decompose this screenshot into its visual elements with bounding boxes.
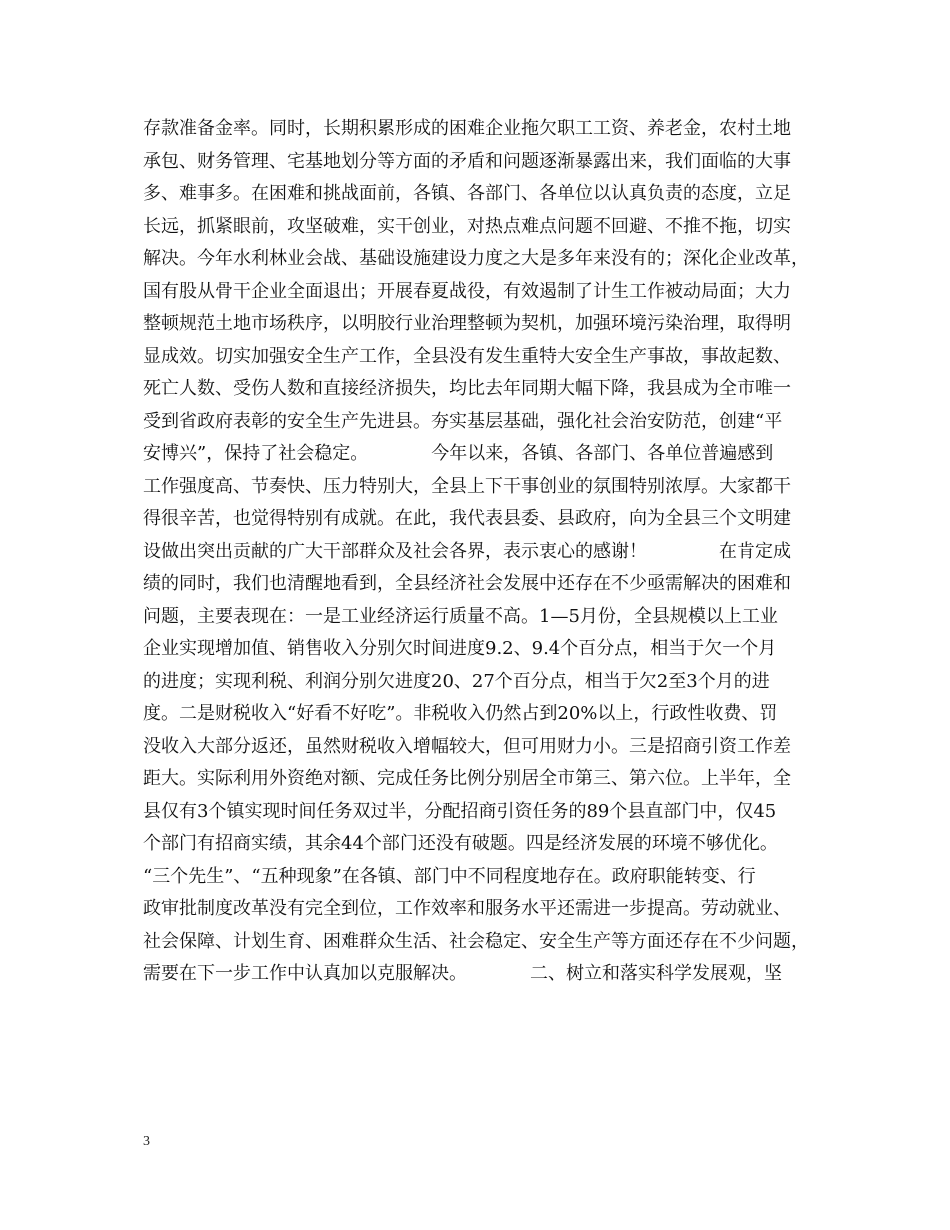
text-line: 解决。今年水利林业会战、基础设施建设力度之大是多年来没有的；深化企业改革， [143, 248, 809, 269]
text-line: 问题，主要表现在：一是工业经济运行质量不高。1—5月份，全县规模以上工业 [143, 605, 778, 627]
text-line: 工作强度高、节奏快、压力特别大，全县上下干事创业的氛围特别浓厚。大家都干 [143, 475, 791, 497]
text-line: 死亡人数、受伤人数和直接经济损失，均比去年同期大幅下降，我县成为全市唯一 [143, 378, 791, 399]
text-line: 的进度；实现利税、利润分别欠进度20、27个百分点，相当于欠2至3个月的进 [143, 670, 770, 692]
text-line: 没收入大部分返还，虽然财税收入增幅较大，但可用财力小。三是招商引资工作差 [143, 735, 791, 757]
text-line: “三个先生”、“五种现象”在各镇、部门中不同程度地存在。政府职能转变、行 [143, 865, 756, 887]
text-line: 得很辛苦，也觉得特别有成就。在此，我代表县委、县政府，向为全县三个文明建 [143, 508, 791, 529]
page-number: 3 [143, 1134, 150, 1149]
text-line: 政审批制度改革没有完全到位，工作效率和服务水平还需进一步提高。劳动就业、 [143, 898, 791, 919]
text-line: 企业实现增加值、销售收入分别欠时间进度9.2、9.4个百分点，相当于欠一个月 [143, 638, 777, 659]
text-line: 长远，抓紧眼前，攻坚破难，实干创业，对热点难点问题不回避、不推不拖，切实 [143, 215, 791, 237]
text-line: 个部门有招商实绩，其余44个部门还没有破题。四是经济发展的环境不够优化。 [143, 833, 778, 854]
text-line: 需要在下一步工作中认真加以克服解决。 二、树立和落实科学发展观，坚 [143, 963, 782, 984]
text-line: 安博兴”，保持了社会稳定。 今年以来，各镇、各部门、各单位普遍感到 [143, 443, 774, 464]
text-line: 距大。实际利用外资绝对额、完成任务比例分别居全市第三、第六位。上半年，全 [143, 768, 791, 789]
text-line: 县仅有3个镇实现时间任务双过半，分配招商引资任务的89个县直部门中，仅45 [143, 800, 777, 822]
text-line: 受到省政府表彰的安全生产先进县。夯实基层基础，强化社会治安防范，创建“平 [143, 410, 783, 432]
body-text [143, 113, 823, 991]
text-line: 整顿规范土地市场秩序，以明胶行业治理整顿为契机，加强环境污染治理，取得明 [143, 313, 791, 334]
text-line: 显成效。切实加强安全生产工作，全县没有发生重特大安全生产事故，事故起数、 [143, 345, 791, 367]
text-line: 承包、财务管理、宅基地划分等方面的矛盾和问题逐渐暴露出来，我们面临的大事 [143, 150, 791, 172]
text-line: 度。二是财税收入“好看不好吃”。非税收入仍然占到20%以上，行政性收费、罚 [143, 703, 778, 724]
text-line: 国有股从骨干企业全面退出；开展春夏战役，有效遏制了计生工作被动局面；大力 [143, 280, 791, 302]
text-line: 存款准备金率。同时，长期积累形成的困难企业拖欠职工工资、养老金，农村土地 [143, 118, 791, 139]
text-line: 多、难事多。在困难和挑战面前，各镇、各部门、各单位以认真负责的态度，立足 [143, 183, 791, 204]
text-line: 社会保障、计划生育、困难群众生活、社会稳定、安全生产等方面还存在不少问题， [143, 930, 809, 952]
text-line: 设做出突出贡献的广大干部群众及社会各界，表示衷心的感谢！ 在肯定成 [143, 540, 791, 562]
text-line: 绩的同时，我们也清醒地看到，全县经济社会发展中还存在不少亟需解决的困难和 [143, 573, 791, 594]
